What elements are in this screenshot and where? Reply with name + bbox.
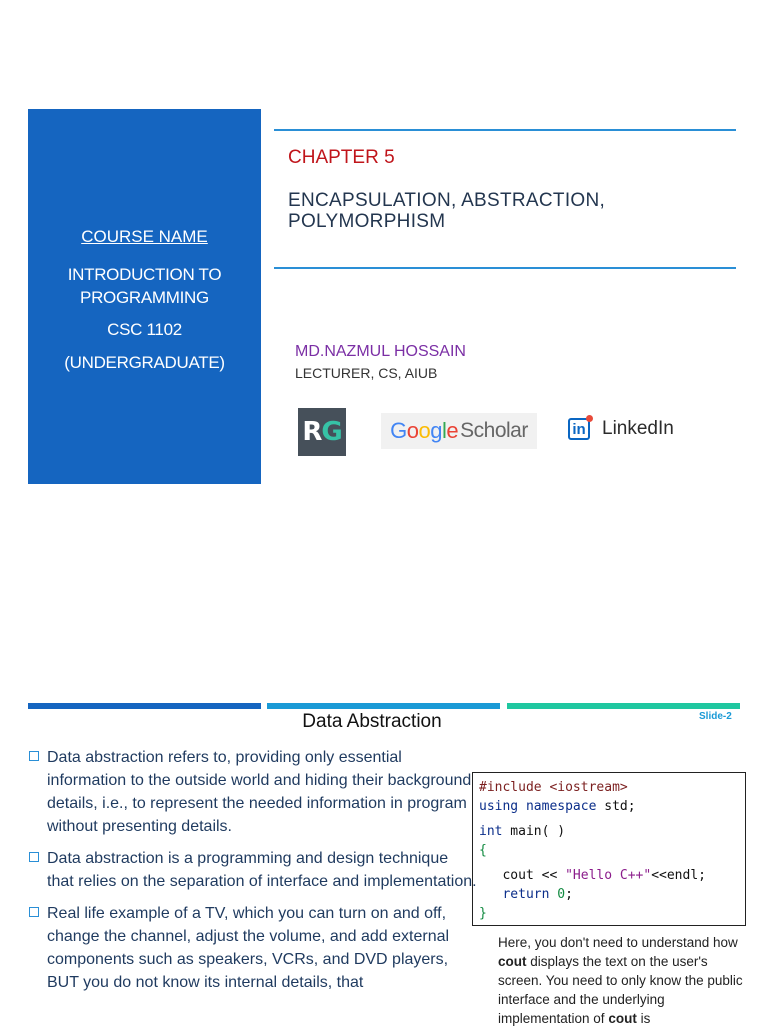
code-token: return <box>479 887 550 902</box>
course-title-line-2: PROGRAMMING <box>80 288 209 307</box>
code-token: int <box>479 824 503 839</box>
linkedin-logo[interactable] <box>568 414 674 444</box>
code-token: <iostream> <box>541 780 628 795</box>
author-role: LECTURER, CS, AIUB <box>295 365 438 381</box>
code-line <box>479 797 739 816</box>
bullet-text: Data abstraction is a programming and design technique that relies on the separation of interface and implementation. <box>47 850 477 890</box>
google-letter-o1: o <box>406 418 419 443</box>
code-line <box>479 866 739 885</box>
code-token: cout << <box>479 868 566 883</box>
code-snippet <box>472 772 746 926</box>
author-name: MD.NAZMUL HOSSAIN <box>295 343 466 360</box>
code-token: ; <box>565 887 573 902</box>
code-line: { <box>479 843 487 858</box>
linkedin-icon <box>568 418 590 440</box>
code-token: using <box>479 799 519 814</box>
google-letter-l: l <box>442 418 447 443</box>
code-token: main( ) <box>502 824 566 839</box>
course-level: (UNDERGRADUATE) <box>64 353 225 372</box>
google-scholar-logo[interactable] <box>381 413 537 449</box>
notification-dot-icon <box>586 415 593 422</box>
google-letter-o2: o <box>418 418 431 443</box>
course-name-label: COURSE NAME <box>81 227 208 246</box>
bullet-text: Real life example of a TV, which you can turn on and off, change the channel, adjust the volume, and add external components such as speakers, VCRs, and DVD players, BUT you do not know its internal details, that <box>47 905 450 991</box>
header-bar-middle <box>267 703 500 709</box>
list-item <box>28 847 478 893</box>
slide-number: Slide-2 <box>699 711 732 722</box>
course-title-line-1: INTRODUCTION TO <box>67 265 222 284</box>
caption-text: is <box>636 1011 651 1026</box>
header-bar-left <box>28 703 261 709</box>
checkbox-bullet-icon <box>29 852 39 862</box>
slide-title: Data Abstraction <box>302 711 442 732</box>
code-line <box>479 885 739 904</box>
linkedin-text: LinkedIn <box>602 418 674 439</box>
course-code: CSC 1102 <box>107 320 182 339</box>
google-letter-g: G <box>390 418 407 443</box>
bullet-list <box>28 746 478 1003</box>
scholar-word: Scholar <box>460 419 528 442</box>
code-token: "Hello C++" <box>565 868 652 883</box>
google-letter-e: e <box>446 418 459 443</box>
code-token: namespace <box>518 799 597 814</box>
google-letter-g2: g <box>430 418 443 443</box>
code-line: } <box>479 906 487 921</box>
code-token: <<endl; <box>651 868 706 883</box>
course-info-panel <box>28 109 261 484</box>
title-divider-top <box>274 129 736 131</box>
code-line <box>479 778 739 797</box>
code-caption <box>498 933 744 1028</box>
chapter-topic: ENCAPSULATION, ABSTRACTION, POLYMORPHISM <box>288 190 606 232</box>
rg-letter-g: G <box>321 417 342 447</box>
rg-letter-r: R <box>302 417 322 447</box>
code-token: 0 <box>549 887 566 902</box>
list-item <box>28 746 478 838</box>
caption-text: displays the text on the user's screen. You need to only know the public interface and the underlying implementation of <box>498 954 743 1026</box>
checkbox-bullet-icon <box>29 751 39 761</box>
linkedin-mark: in <box>572 420 586 438</box>
caption-keyword: cout <box>498 954 527 969</box>
caption-text: Here, you don't need to understand how <box>498 935 738 950</box>
bullet-text: Data abstraction refers to, providing only essential information to the outside world and hiding their background details, i.e., to represent the needed information in program without presenting details. <box>47 749 472 835</box>
checkbox-bullet-icon <box>29 907 39 917</box>
code-token: #include <box>479 780 542 795</box>
researchgate-logo[interactable] <box>298 408 346 456</box>
header-bar-right <box>507 703 740 709</box>
chapter-label: CHAPTER 5 <box>288 147 395 168</box>
title-divider-bottom <box>274 267 736 269</box>
code-line <box>479 822 739 841</box>
list-item <box>28 902 478 994</box>
caption-keyword: cout <box>608 1011 637 1026</box>
code-token: std; <box>596 799 636 814</box>
